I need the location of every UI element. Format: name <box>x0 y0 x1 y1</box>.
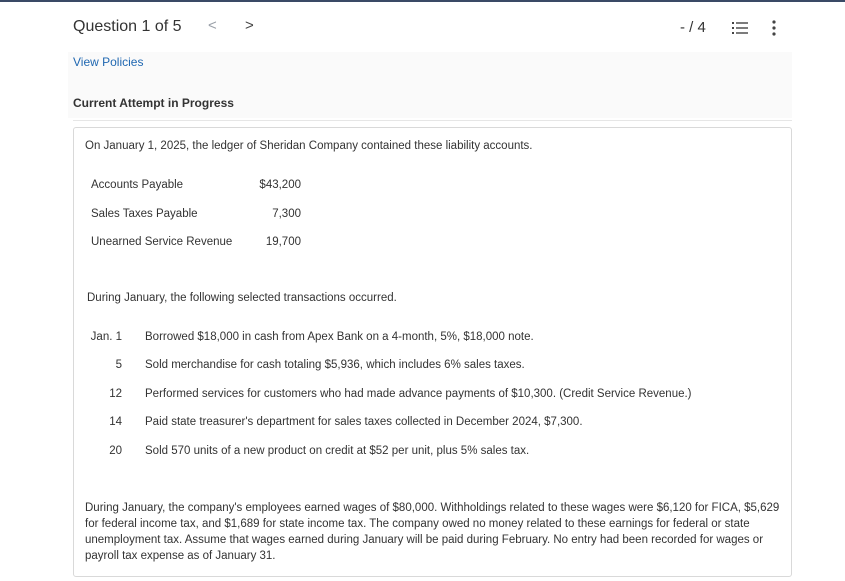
account-amount: 19,700 <box>265 236 301 248</box>
previous-question-button[interactable]: < <box>208 17 217 34</box>
account-name: Sales Taxes Payable <box>91 208 198 220</box>
transaction-date: Jan. 1 <box>90 331 122 343</box>
question-title: Question 1 of 5 <box>73 18 182 35</box>
score-display: - / 4 <box>680 19 706 36</box>
more-vertical-icon[interactable] <box>771 20 777 36</box>
transaction-date: 20 <box>109 445 122 457</box>
section-divider <box>73 120 792 121</box>
transaction-date: 12 <box>109 388 122 400</box>
transaction-description: Sold 570 units of a new product on credit at $52 per unit, plus 5% sales tax. <box>145 445 530 457</box>
attempt-status: Current Attempt in Progress <box>73 96 234 110</box>
account-amount: 7,300 <box>272 208 301 220</box>
transaction-date: 5 <box>115 359 122 371</box>
list-icon[interactable] <box>732 21 748 35</box>
account-name: Unearned Service Revenue <box>91 236 233 248</box>
problem-intro: On January 1, 2025, the ledger of Sheridan Company contained these liability accounts. <box>85 140 533 152</box>
transaction-date: 14 <box>109 416 122 428</box>
account-amount: $43,200 <box>259 179 301 191</box>
transactions-intro: During January, the following selected transactions occurred. <box>87 292 397 304</box>
transaction-description: Borrowed $18,000 in cash from Apex Bank on a 4-month, 5%, $18,000 note. <box>145 331 534 343</box>
payroll-paragraph: During January, the company's employees earned wages of $80,000. Withholdings related to these wages were $6,120 for FICA, $5,629 for federal income tax, and $1,689 for state income tax. The company owed no money related to these earnings for federal or state unemployment tax. Assume that wages earned during January will be paid during February. No entry had been recorded for wages or payroll tax expense as of January 31. <box>85 502 780 562</box>
transaction-description: Paid state treasurer's department for sales taxes collected in December 2024, $7,300. <box>145 416 583 428</box>
transaction-description: Sold merchandise for cash totaling $5,936, which includes 6% sales taxes. <box>145 359 525 371</box>
account-name: Accounts Payable <box>91 179 184 191</box>
view-policies-link[interactable]: View Policies <box>73 55 144 69</box>
next-question-button[interactable]: > <box>245 17 254 34</box>
question-header <box>0 2 845 50</box>
transaction-description: Performed services for customers who had made advance payments of $10,300. (Credit Service Revenue.) <box>145 388 692 400</box>
